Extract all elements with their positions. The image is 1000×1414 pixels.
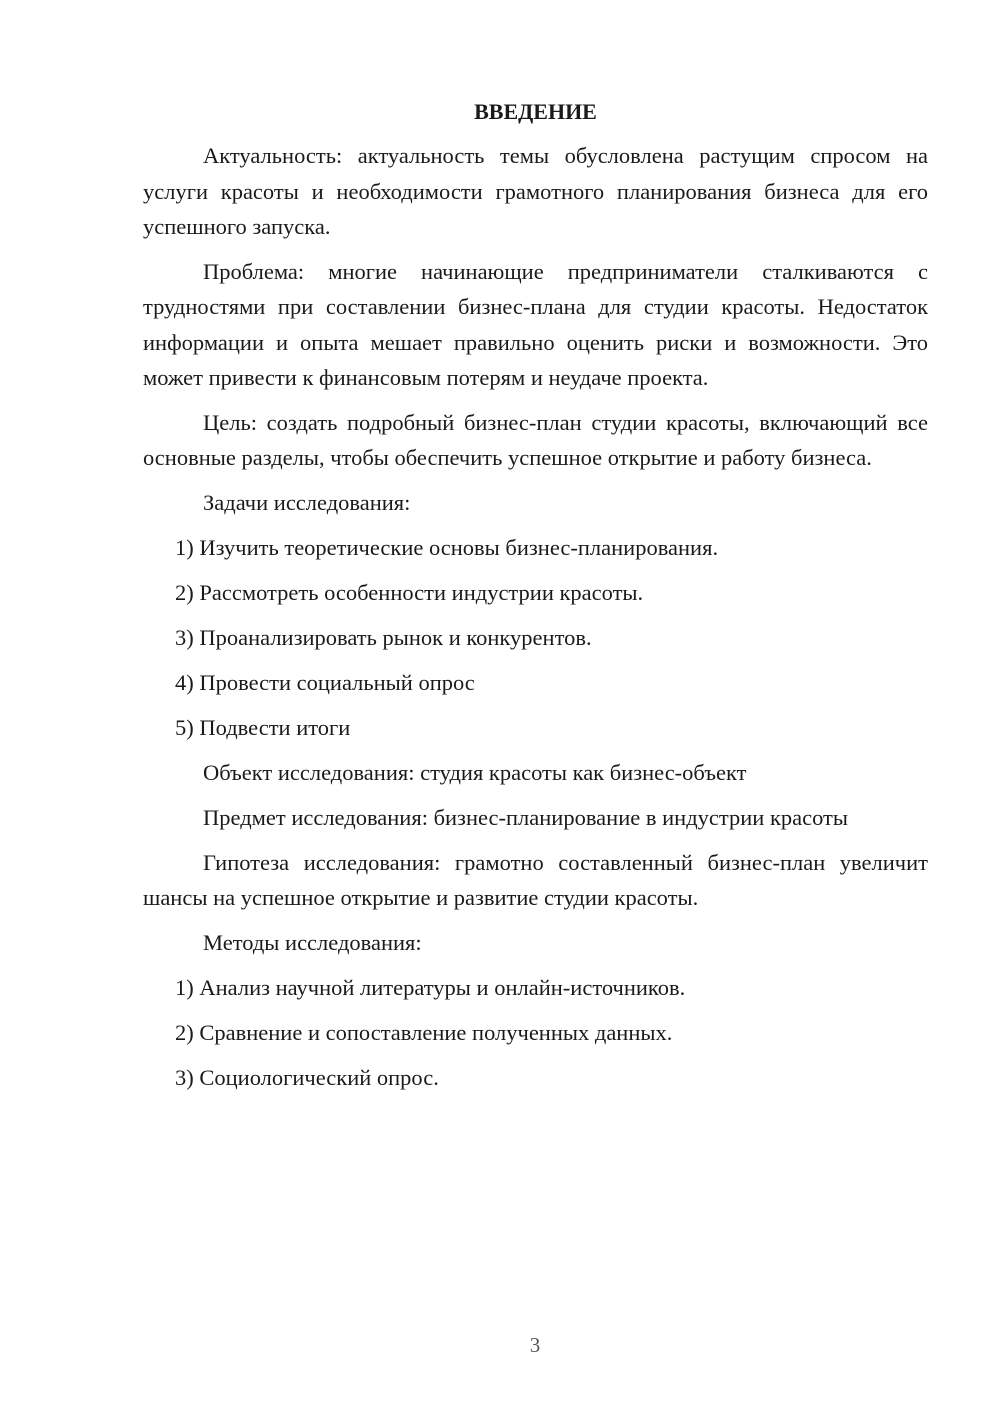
problem-paragraph: Проблема: многие начинающие предприниматели сталкиваются с трудностями при составлении бизнес-плана для студии красоты. Недостаток информации и опыта мешает правильно оценить риски и возможности. Это может привести к финансовым потерям и неудаче проекта.	[143, 258, 928, 390]
goal-paragraph: Цель: создать подробный бизнес-план студии красоты, включающий все основные разделы, чтобы обеспечить успешное открытие и работу бизнеса.	[143, 409, 928, 470]
method-item: 1) Анализ научной литературы и онлайн-источников.	[175, 974, 686, 1000]
relevance-paragraph: Актуальность: актуальность темы обусловлена растущим спросом на услуги красоты и необходимости грамотного планирования бизнеса для его успешного запуска.	[143, 143, 928, 239]
object-line: Объект исследования: студия красоты как бизнес-объект	[203, 759, 747, 785]
methods-label: Методы исследования:	[203, 929, 422, 955]
tasks-label: Задачи исследования:	[203, 489, 411, 515]
task-item: 1) Изучить теоретические основы бизнес-планирования.	[175, 534, 719, 560]
task-item: 3) Проанализировать рынок и конкурентов.	[175, 624, 592, 650]
task-item: 5) Подвести итоги	[175, 714, 351, 740]
document-title: ВВЕДЕНИЕ	[474, 99, 597, 124]
task-item: 2) Рассмотреть особенности индустрии красоты.	[175, 579, 644, 605]
method-item: 3) Социологический опрос.	[175, 1064, 439, 1090]
page-number: 3	[529, 1333, 541, 1357]
subject-line: Предмет исследования: бизнес-планирование в индустрии красоты	[203, 804, 848, 830]
hypothesis-paragraph: Гипотеза исследования: грамотно составленный бизнес-план увеличит шансы на успешное открытие и развитие студии красоты.	[143, 849, 928, 910]
method-item: 2) Сравнение и сопоставление полученных данных.	[175, 1019, 673, 1045]
task-item: 4) Провести социальный опрос	[175, 669, 475, 695]
document-body	[143, 94, 928, 1105]
